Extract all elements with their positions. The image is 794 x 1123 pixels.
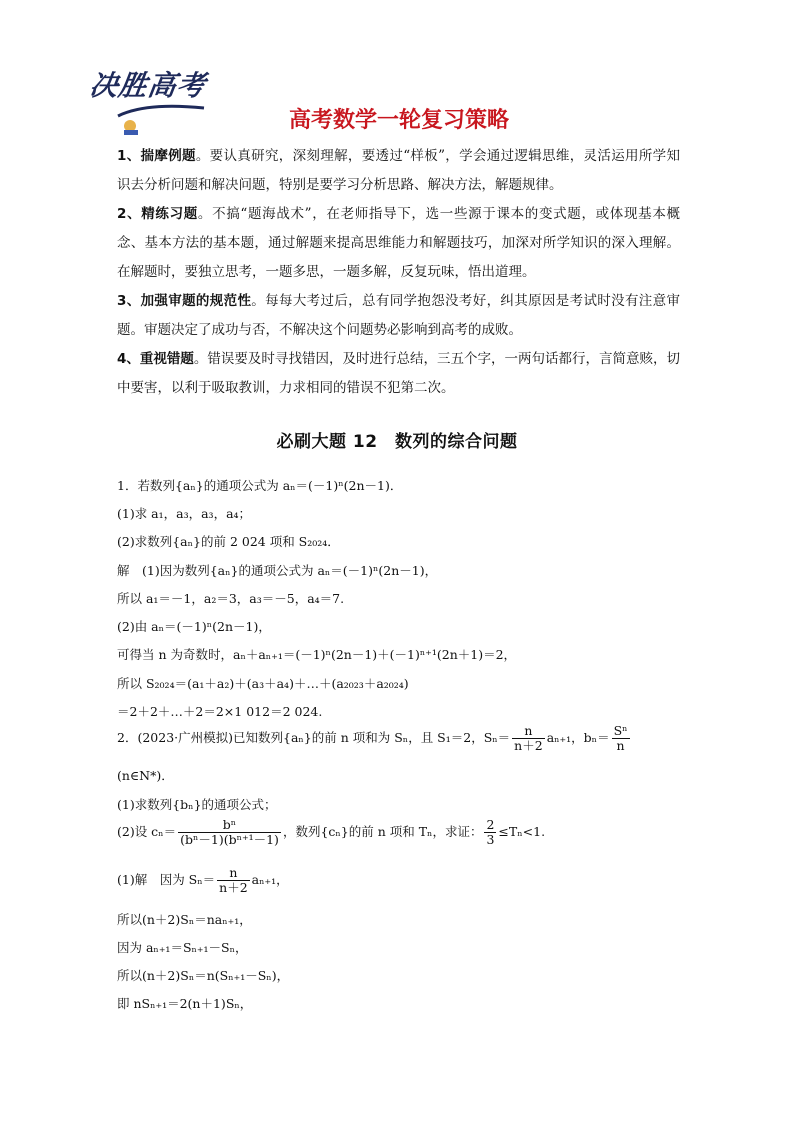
strategy-item-1 bbox=[117, 142, 680, 200]
fraction-numerator: n bbox=[512, 724, 545, 739]
solution-line: 所以 a₁＝－1，a₂＝3，a₃＝－5，a₄＝7. bbox=[117, 591, 345, 606]
solution-line: 可得当 n 为奇数时，aₙ＋aₙ₊₁＝(－1)ⁿ(2n－1)＋(－1)ⁿ⁺¹(2n＋1)＝2， bbox=[117, 647, 517, 662]
solution-line: ＝2＋2＋…＋2＝2×1 012＝2 024. bbox=[117, 704, 323, 719]
statement-text: 2．(2023·广州模拟)已知数列{aₙ}的前 n 项和为 Sₙ，且 S₁＝2，Sₙ＝ bbox=[117, 730, 511, 745]
strategy-item-4 bbox=[117, 345, 680, 403]
statement-text: ≤Tₙ<1. bbox=[498, 824, 546, 839]
fraction-denominator: n＋2 bbox=[219, 880, 248, 895]
statement-text: ，数列{cₙ}的前 n 项和 Tₙ，求证： bbox=[282, 824, 483, 839]
section-title: 必刷大题 12 数列的综合问题 bbox=[276, 432, 518, 452]
solution-line: 所以(n＋2)Sₙ＝naₙ₊₁， bbox=[117, 912, 252, 927]
problem1-part1: (1)求 a₁，a₃，a₃，a₄； bbox=[117, 506, 252, 521]
solution-line: 所以 S₂₀₂₄＝(a₁＋a₂)＋(a₃＋a₄)＋…＋(a₂₀₂₃＋a₂₀₂₄) bbox=[117, 676, 409, 691]
strategy-item-2 bbox=[117, 200, 680, 287]
strategy-text: 。要认真研究，深刻理解，要透过“样板”，学会通过逻辑思维，灵活运用所学知识去分析问题和解决问题，特别是要学习分析思路、解决方法，解题规律。 bbox=[117, 148, 680, 193]
fraction bbox=[178, 818, 281, 847]
strategy-heading: 4、重视错题 bbox=[117, 351, 194, 367]
fraction bbox=[612, 724, 630, 753]
problem1-part2: (2)求数列{aₙ}的前 2 024 项和 S₂₀₂₄． bbox=[117, 534, 340, 549]
strategy-heading: 3、加强审题的规范性 bbox=[117, 293, 252, 309]
problem2-part2 bbox=[117, 818, 545, 847]
statement-text: aₙ₊₁，bₙ＝ bbox=[546, 730, 610, 745]
fraction-numerator: n bbox=[217, 866, 250, 881]
fraction-denominator: n bbox=[616, 738, 625, 753]
logo-text: 决胜高考 bbox=[87, 69, 209, 102]
problem2-part1: (1)求数列{bₙ}的通项公式； bbox=[117, 797, 277, 812]
strategy-item-3 bbox=[117, 287, 680, 345]
solution-line: 即 nSₙ₊₁＝2(n＋1)Sₙ， bbox=[117, 996, 253, 1011]
fraction bbox=[484, 818, 496, 847]
fraction-denominator: (bⁿ－1)(bⁿ⁺¹－1) bbox=[180, 832, 279, 847]
solution-line: (2)由 aₙ＝(－1)ⁿ(2n－1)， bbox=[117, 619, 271, 634]
problem2-statement bbox=[117, 724, 632, 753]
strategy-text: 。错误要及时寻找错因，及时进行总结，三五个字，一两句话都行，言简意赅，切中要害，以利于吸取教训，力求相同的错误不犯第二次。 bbox=[117, 351, 681, 396]
fraction-numerator: bⁿ bbox=[178, 818, 281, 833]
solution-line: 因为 aₙ₊₁＝Sₙ₊₁－Sₙ， bbox=[117, 940, 248, 955]
document-title: 高考数学一轮复习策略 bbox=[288, 108, 509, 133]
solution-text: (1)解 因为 Sₙ＝ bbox=[117, 872, 216, 887]
problem2-condition: (n∈N*)． bbox=[117, 768, 174, 783]
strategy-heading: 1、揣摩例题 bbox=[117, 148, 196, 164]
strategy-text: 。不搞“题海战术”，在老师指导下，选一些源于课本的变式题，或体现基本概念、基本方法的基本题，通过解题来提高思维能力和解题技巧，加深对所学知识的深入理解。在解题时，要独立思考，一题多思，一题多解，反复玩味，悟出道理。 bbox=[117, 206, 680, 280]
solution-line: 所以(n＋2)Sₙ＝n(Sₙ₊₁－Sₙ)， bbox=[117, 968, 290, 983]
fraction-denominator: n＋2 bbox=[514, 738, 543, 753]
fraction-numerator: Sⁿ bbox=[613, 723, 628, 738]
solution-line bbox=[117, 866, 289, 895]
solution-text: aₙ₊₁， bbox=[251, 872, 289, 887]
fraction bbox=[512, 724, 545, 753]
fraction-numerator: 2 bbox=[486, 817, 495, 832]
statement-text: (2)设 cₙ＝ bbox=[117, 824, 177, 839]
strategy-text: 。每每大考过后，总有同学抱怨没考好，纠其原因是考试时没有注意审题。审题决定了成功与否，不解决这个问题势必影响到高考的成败。 bbox=[117, 293, 680, 338]
solution-line: 解 (1)因为数列{aₙ}的通项公式为 aₙ＝(－1)ⁿ(2n－1)， bbox=[117, 563, 438, 578]
strategy-heading: 2、精练习题 bbox=[117, 206, 198, 222]
problem1-statement: 1．若数列{aₙ}的通项公式为 aₙ＝(－1)ⁿ(2n－1)． bbox=[117, 478, 403, 493]
fraction bbox=[217, 866, 250, 895]
fraction-denominator: 3 bbox=[486, 832, 495, 847]
